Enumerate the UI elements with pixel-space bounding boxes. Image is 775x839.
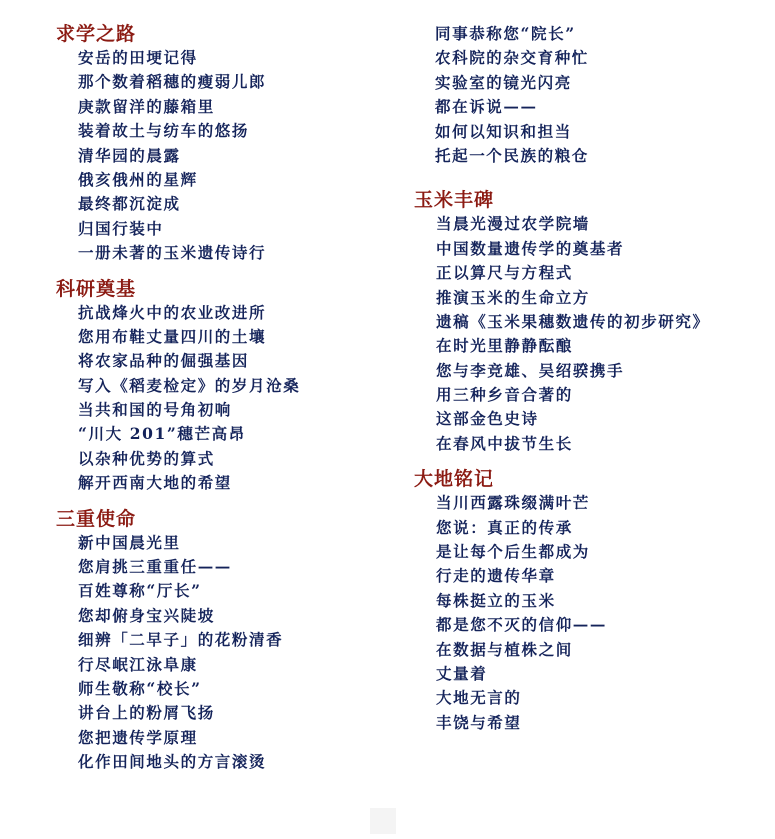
poem-line: 安岳的田埂记得 (78, 48, 198, 67)
poem-lines (56, 46, 386, 266)
poem-line: 化作田间地头的方言滚烫 (78, 752, 267, 772)
poem-line: 每株挺立的玉米 (436, 590, 556, 610)
poem-line: 讲台上的粉屑飞扬 (78, 703, 215, 723)
poem-line: 抗战烽火中的农业改进所 (78, 302, 267, 322)
poem-line: 您却俯身宝兴陡坡 (78, 605, 215, 625)
poem-line: 同事恭称您“院长” (435, 24, 576, 43)
continued-poem-lines (414, 22, 764, 168)
poem-line: 您与李竞雄、吴绍骙携手 (436, 360, 625, 380)
poem-line: 中国数量遗传学的奠基者 (436, 238, 625, 258)
poem-line: 农科院的杂交育种忙 (435, 48, 589, 68)
poem-line: 新中国晨光里 (78, 532, 181, 552)
poem-line: 一册未著的玉米遗传诗行 (78, 243, 267, 263)
poem-line: 行尽岷江泳阜康 (78, 654, 198, 674)
poem-line: 您说：真正的传承 (436, 517, 573, 537)
poem-section (56, 22, 386, 266)
section-heading: 科研奠基 (56, 277, 137, 300)
poem-line: 那个数着稻穗的瘦弱儿郎 (78, 72, 267, 92)
page-corner-shadow (370, 808, 396, 834)
poem-section (414, 467, 764, 735)
poem-line: 当共和国的号角初响 (78, 400, 232, 420)
poem-lines (414, 491, 764, 735)
left-column (56, 22, 386, 786)
poem-line: 当晨光漫过农学院墙 (436, 214, 590, 234)
poem-line: 是让每个后生都成为 (436, 542, 590, 562)
poem-line: 将农家品种的倔强基因 (78, 351, 250, 371)
poem-line: 推演玉米的生命立方 (436, 287, 590, 307)
poem-lines (56, 301, 386, 496)
section-heading: 玉米丰碑 (414, 189, 495, 212)
poem-line: 在时光里静静酝酿 (436, 336, 573, 356)
poem-line: “川大 201”穗芒高昂 (78, 424, 246, 444)
poem-line: 都在诉说—— (435, 97, 538, 117)
poem-section (414, 188, 764, 456)
poem-line: 写入《稻麦检定》的岁月沧桑 (78, 375, 301, 395)
poem-line: 细辨「二早子」的花粉清香 (78, 630, 284, 650)
poem-line: 俄亥俄州的星辉 (78, 169, 198, 189)
poem-line: 丈量着 (436, 663, 488, 683)
poem-line: 师生敬称“校长” (78, 678, 202, 698)
poem-section (56, 277, 386, 496)
poem-line: 归国行装中 (78, 218, 164, 238)
poem-line: 正以算尺与方程式 (436, 263, 573, 283)
poem-line: 实验室的镜光闪亮 (435, 72, 572, 92)
poem-line: 庚款留洋的藤箱里 (78, 96, 215, 116)
poem-line: 装着故土与纺车的悠扬 (78, 121, 250, 141)
poem-line: 在数据与植株之间 (436, 639, 573, 659)
poem-lines (56, 531, 386, 775)
poem-line: 清华园的晨露 (78, 145, 181, 165)
poem-line: 遗稿《玉米果穗数遗传的初步研究》 (436, 311, 710, 331)
poem-line: 以杂种优势的算式 (78, 448, 215, 468)
poem-line: 行走的遗传华章 (436, 566, 556, 586)
poem-line: 当川西露珠缀满叶芒 (436, 493, 590, 513)
poem-line: 大地无言的 (436, 688, 522, 708)
poem-line: 解开西南大地的希望 (78, 473, 232, 493)
poem-line: 如何以知识和担当 (435, 121, 572, 141)
poem-line: 丰饶与希望 (436, 712, 522, 732)
poem-line: 您肩挑三重重任—— (78, 557, 232, 577)
poem-line: 托起一个民族的粮仓 (435, 145, 589, 165)
right-column (414, 22, 764, 746)
poem-line: 用三种乡音合著的 (436, 385, 573, 405)
poem-line: 最终都沉淀成 (78, 194, 181, 214)
poem-line: 在春风中拔节生长 (436, 433, 573, 453)
poem-line: 百姓尊称“厅长” (78, 581, 202, 601)
poem-lines (414, 212, 764, 456)
poem-section (56, 507, 386, 775)
section-heading: 三重使命 (56, 507, 137, 530)
poem-line: 您把遗传学原理 (78, 727, 198, 747)
section-heading: 求学之路 (56, 23, 137, 45)
poem-line: 您用布鞋丈量四川的土壤 (78, 326, 267, 346)
section-heading: 大地铭记 (414, 468, 495, 491)
poem-line: 都是您不灭的信仰—— (436, 615, 608, 635)
poem-line: 这部金色史诗 (436, 409, 539, 429)
